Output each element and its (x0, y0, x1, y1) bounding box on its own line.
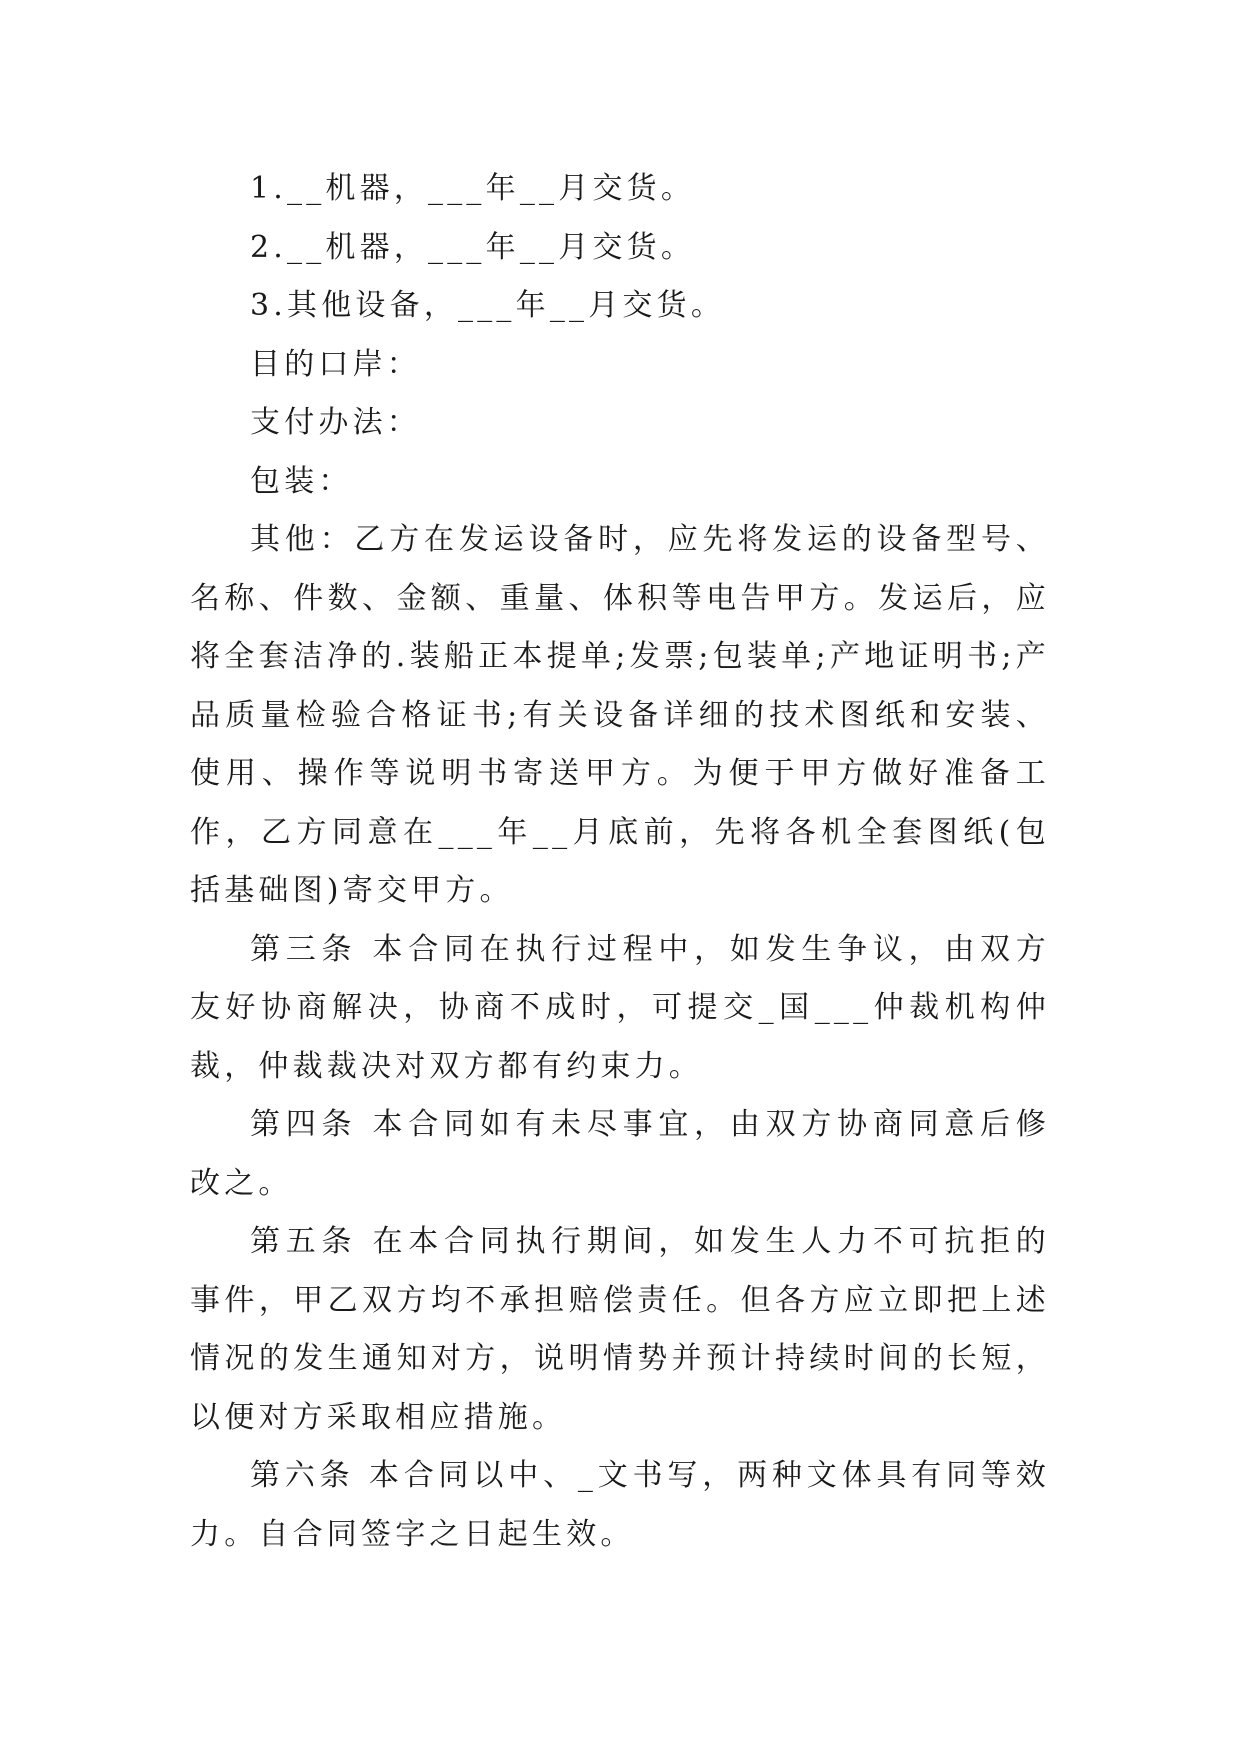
delivery-item-1: 1.__机器，___年__月交货。 (250, 171, 696, 206)
payment-method: 支付办法： (250, 405, 421, 440)
destination-port: 目的口岸： (250, 346, 421, 382)
document-page (190, 160, 1050, 1564)
packaging: 包装： (250, 463, 353, 499)
article-3: 第三条 本合同在执行过程中，如发生争议，由双方友好协商解决，协商不成时，可提交_国___仲裁机构仲裁，仲裁裁决对双方都有约束力。 (190, 931, 1050, 1084)
article-5: 第五条 在本合同执行期间，如发生人力不可抗拒的事件，甲乙双方均不承担赔偿责任。但各方应立即把上述情况的发生通知对方，说明情势并预计持续时间的长短，以便对方采取相应措施。 (190, 1224, 1050, 1435)
other-terms: 其他：乙方在发运设备时，应先将发运的设备型号、名称、件数、金额、重量、体积等电告甲方。发运后，应将全套洁净的.装船正本提单;发票;包装单;产地证明书;产品质量检验合格证书;有关设备详细的技术图纸和安装、使用、操作等说明书寄送甲方。为便于甲方做好准备工作，乙方同意在___年__月底前，先将各机全套图纸(包括基础图)寄交甲方。 (190, 522, 1050, 908)
delivery-item-3: 3.其他设备，___年__月交货。 (250, 288, 726, 323)
article-6: 第六条 本合同以中、_文书写，两种文体具有同等效力。自合同签字之日起生效。 (190, 1458, 1050, 1552)
article-4: 第四条 本合同如有未尽事宜，由双方协商同意后修改之。 (190, 1107, 1050, 1201)
delivery-item-2: 2.__机器，___年__月交货。 (250, 229, 696, 265)
